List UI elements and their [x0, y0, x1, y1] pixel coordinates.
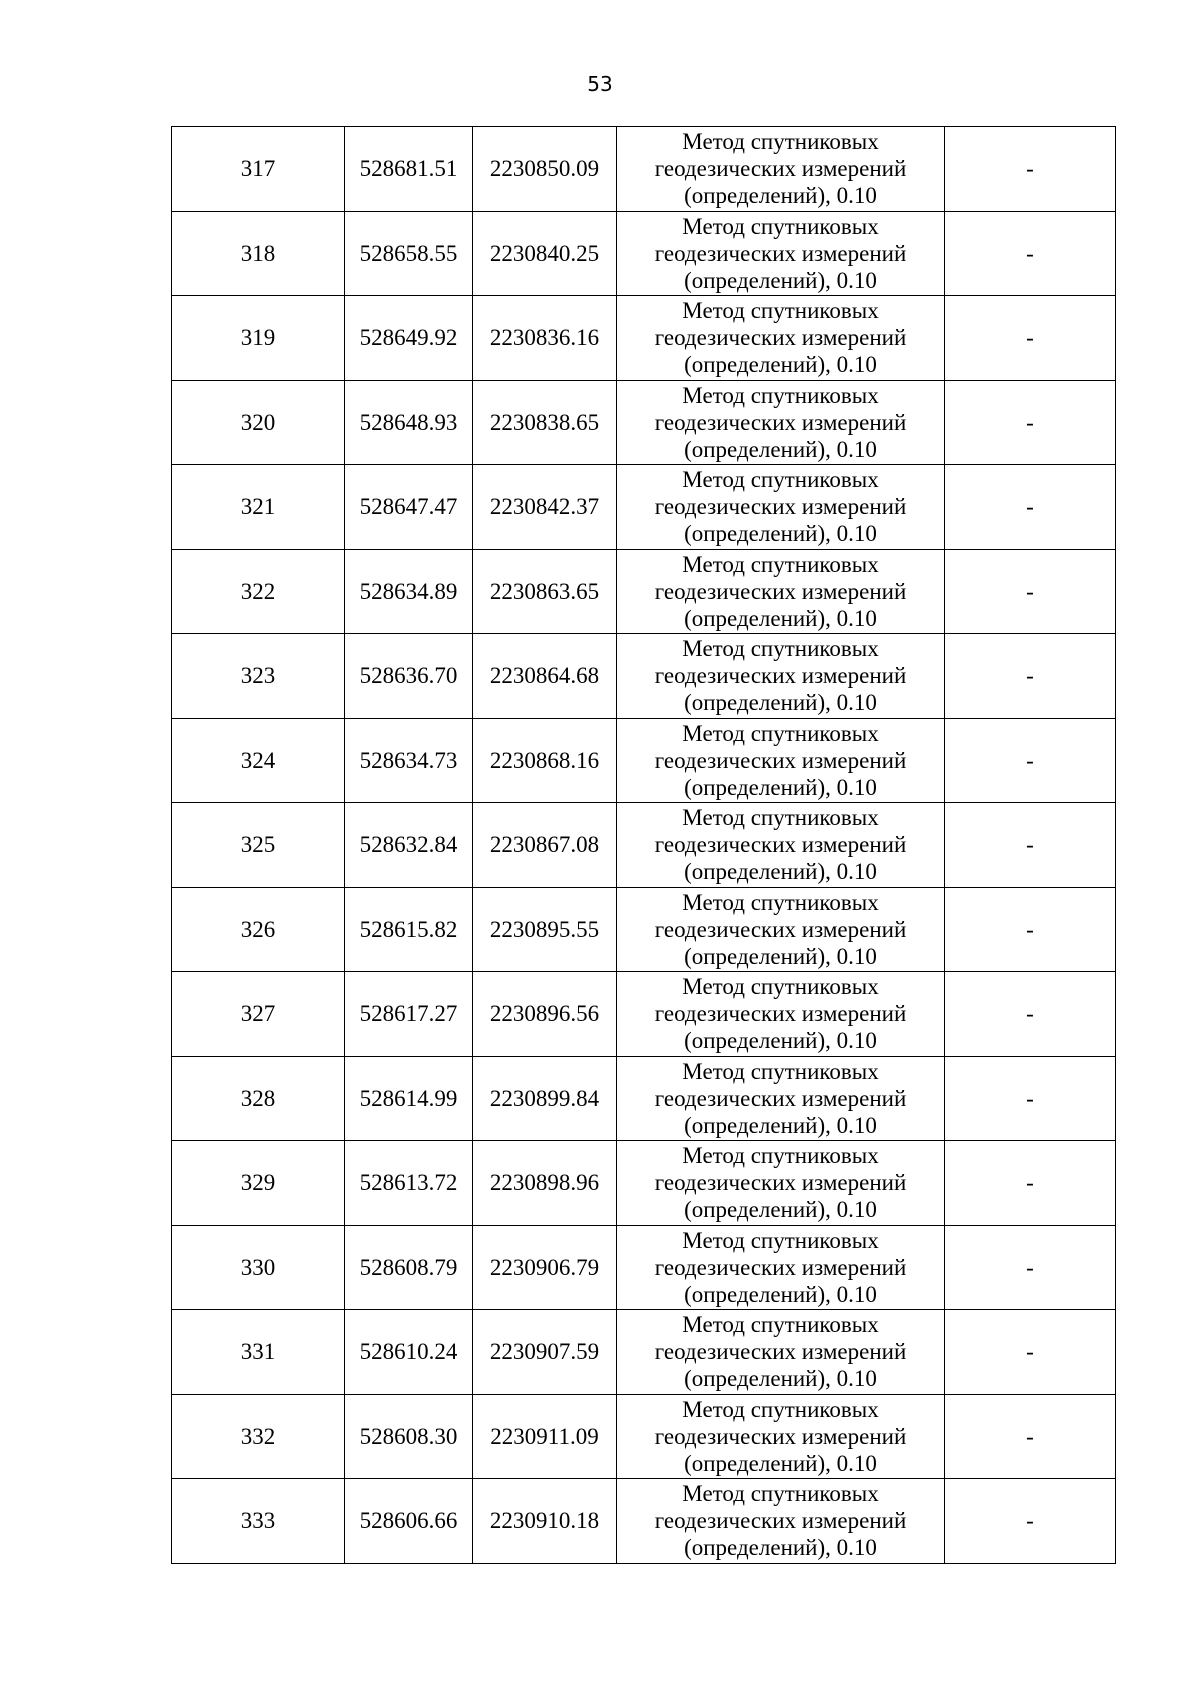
method-line: (определений), 0.10 — [684, 1028, 877, 1054]
method-line: (определений), 0.10 — [684, 267, 877, 293]
y-coordinate-cell: 2230838.65 — [473, 380, 617, 465]
method-cell — [617, 465, 945, 550]
x-coordinate-cell: 528658.55 — [345, 211, 473, 296]
table-row — [172, 1056, 1116, 1141]
y-coordinate-cell: 2230868.16 — [473, 718, 617, 803]
point-number-cell: 331 — [172, 1310, 345, 1395]
point-number-cell: 329 — [172, 1141, 345, 1226]
table-row — [172, 718, 1116, 803]
table-row — [172, 296, 1116, 381]
note-cell: - — [945, 127, 1116, 212]
note-cell: - — [945, 887, 1116, 972]
x-coordinate-cell: 528613.72 — [345, 1141, 473, 1226]
method-line: Метод спутниковых — [682, 974, 879, 1000]
method-cell — [617, 887, 945, 972]
note-cell: - — [945, 1479, 1116, 1564]
table-row — [172, 1225, 1116, 1310]
method-line: геодезических измерений — [654, 1085, 907, 1111]
point-number-cell: 320 — [172, 380, 345, 465]
note-cell: - — [945, 1310, 1116, 1395]
y-coordinate-cell: 2230867.08 — [473, 803, 617, 888]
method-line: геодезических измерений — [654, 1170, 907, 1196]
method-cell — [617, 1479, 945, 1564]
x-coordinate-cell: 528608.30 — [345, 1394, 473, 1479]
point-number-cell: 321 — [172, 465, 345, 550]
note-cell: - — [945, 718, 1116, 803]
method-cell — [617, 211, 945, 296]
method-line: (определений), 0.10 — [684, 774, 877, 800]
method-line: геодезических измерений — [654, 409, 907, 435]
y-coordinate-cell: 2230898.96 — [473, 1141, 617, 1226]
method-line: Метод спутниковых — [682, 1481, 879, 1507]
method-line: геодезических измерений — [654, 156, 907, 182]
y-coordinate-cell: 2230911.09 — [473, 1394, 617, 1479]
method-line: (определений), 0.10 — [684, 1281, 877, 1307]
table-row — [172, 887, 1116, 972]
method-line: Метод спутниковых — [682, 551, 879, 577]
note-cell: - — [945, 549, 1116, 634]
method-cell — [617, 296, 945, 381]
method-cell — [617, 380, 945, 465]
method-line: (определений), 0.10 — [684, 352, 877, 378]
point-number-cell: 323 — [172, 634, 345, 719]
y-coordinate-cell: 2230910.18 — [473, 1479, 617, 1564]
table-row — [172, 465, 1116, 550]
point-number-cell: 332 — [172, 1394, 345, 1479]
table-row — [172, 1310, 1116, 1395]
y-coordinate-cell: 2230896.56 — [473, 972, 617, 1057]
method-cell — [617, 1141, 945, 1226]
table-row — [172, 1479, 1116, 1564]
note-cell: - — [945, 211, 1116, 296]
y-coordinate-cell: 2230842.37 — [473, 465, 617, 550]
method-line: (определений), 0.10 — [684, 1366, 877, 1392]
note-cell: - — [945, 465, 1116, 550]
x-coordinate-cell: 528636.70 — [345, 634, 473, 719]
method-line: Метод спутниковых — [682, 382, 879, 408]
method-line: Метод спутниковых — [682, 129, 879, 155]
method-line: геодезических измерений — [654, 1339, 907, 1365]
method-line: (определений), 0.10 — [684, 183, 877, 209]
x-coordinate-cell: 528610.24 — [345, 1310, 473, 1395]
point-number-cell: 326 — [172, 887, 345, 972]
method-line: Метод спутниковых — [682, 636, 879, 662]
point-number-cell: 324 — [172, 718, 345, 803]
method-cell — [617, 1056, 945, 1141]
note-cell: - — [945, 1141, 1116, 1226]
method-line: Метод спутниковых — [682, 1143, 879, 1169]
method-line: Метод спутниковых — [682, 720, 879, 746]
method-line: (определений), 0.10 — [684, 690, 877, 716]
method-cell — [617, 972, 945, 1057]
method-line: геодезических измерений — [654, 1508, 907, 1534]
method-line: Метод спутниковых — [682, 1058, 879, 1084]
point-number-cell: 328 — [172, 1056, 345, 1141]
method-line: геодезических измерений — [654, 747, 907, 773]
method-cell — [617, 1225, 945, 1310]
x-coordinate-cell: 528608.79 — [345, 1225, 473, 1310]
table-row — [172, 972, 1116, 1057]
y-coordinate-cell: 2230850.09 — [473, 127, 617, 212]
x-coordinate-cell: 528648.93 — [345, 380, 473, 465]
y-coordinate-cell: 2230863.65 — [473, 549, 617, 634]
table-row — [172, 127, 1116, 212]
method-line: геодезических измерений — [654, 916, 907, 942]
method-line: (определений), 0.10 — [684, 943, 877, 969]
y-coordinate-cell: 2230907.59 — [473, 1310, 617, 1395]
y-coordinate-cell: 2230895.55 — [473, 887, 617, 972]
x-coordinate-cell: 528634.73 — [345, 718, 473, 803]
coordinates-table — [171, 126, 1116, 1564]
point-number-cell: 333 — [172, 1479, 345, 1564]
note-cell: - — [945, 1225, 1116, 1310]
method-line: Метод спутниковых — [682, 1227, 879, 1253]
table-row — [172, 380, 1116, 465]
y-coordinate-cell: 2230836.16 — [473, 296, 617, 381]
page-number: 53 — [587, 72, 613, 96]
method-line: Метод спутниковых — [682, 298, 879, 324]
note-cell: - — [945, 380, 1116, 465]
method-line: геодезических измерений — [654, 325, 907, 351]
y-coordinate-cell: 2230899.84 — [473, 1056, 617, 1141]
x-coordinate-cell: 528634.89 — [345, 549, 473, 634]
point-number-cell: 327 — [172, 972, 345, 1057]
method-line: (определений), 0.10 — [684, 1535, 877, 1561]
table-row — [172, 1394, 1116, 1479]
method-line: Метод спутниковых — [682, 213, 879, 239]
note-cell: - — [945, 1394, 1116, 1479]
point-number-cell: 318 — [172, 211, 345, 296]
note-cell: - — [945, 972, 1116, 1057]
method-line: геодезических измерений — [654, 1254, 907, 1280]
x-coordinate-cell: 528681.51 — [345, 127, 473, 212]
method-line: (определений), 0.10 — [684, 436, 877, 462]
method-line: (определений), 0.10 — [684, 605, 877, 631]
method-line: геодезических измерений — [654, 1423, 907, 1449]
x-coordinate-cell: 528647.47 — [345, 465, 473, 550]
y-coordinate-cell: 2230906.79 — [473, 1225, 617, 1310]
x-coordinate-cell: 528617.27 — [345, 972, 473, 1057]
method-line: Метод спутниковых — [682, 1396, 879, 1422]
method-cell — [617, 1394, 945, 1479]
method-line: (определений), 0.10 — [684, 1197, 877, 1223]
method-line: геодезических измерений — [654, 663, 907, 689]
note-cell: - — [945, 803, 1116, 888]
method-line: Метод спутниковых — [682, 1312, 879, 1338]
method-cell — [617, 549, 945, 634]
method-line: (определений), 0.10 — [684, 521, 877, 547]
table-row — [172, 211, 1116, 296]
table-row — [172, 634, 1116, 719]
y-coordinate-cell: 2230864.68 — [473, 634, 617, 719]
method-line: Метод спутниковых — [682, 467, 879, 493]
method-line: геодезических измерений — [654, 240, 907, 266]
method-cell — [617, 634, 945, 719]
method-cell — [617, 718, 945, 803]
y-coordinate-cell: 2230840.25 — [473, 211, 617, 296]
point-number-cell: 322 — [172, 549, 345, 634]
note-cell: - — [945, 296, 1116, 381]
method-cell — [617, 803, 945, 888]
coordinates-table-body — [172, 127, 1116, 1564]
method-line: геодезических измерений — [654, 1001, 907, 1027]
method-line: геодезических измерений — [654, 578, 907, 604]
method-line: Метод спутниковых — [682, 805, 879, 831]
point-number-cell: 325 — [172, 803, 345, 888]
x-coordinate-cell: 528649.92 — [345, 296, 473, 381]
table-row — [172, 1141, 1116, 1226]
x-coordinate-cell: 528606.66 — [345, 1479, 473, 1564]
x-coordinate-cell: 528614.99 — [345, 1056, 473, 1141]
x-coordinate-cell: 528615.82 — [345, 887, 473, 972]
point-number-cell: 319 — [172, 296, 345, 381]
point-number-cell: 317 — [172, 127, 345, 212]
method-line: геодезических измерений — [654, 494, 907, 520]
note-cell: - — [945, 1056, 1116, 1141]
table-row — [172, 803, 1116, 888]
method-cell — [617, 127, 945, 212]
method-line: (определений), 0.10 — [684, 859, 877, 885]
method-line: геодезических измерений — [654, 832, 907, 858]
point-number-cell: 330 — [172, 1225, 345, 1310]
x-coordinate-cell: 528632.84 — [345, 803, 473, 888]
note-cell: - — [945, 634, 1116, 719]
method-line: (определений), 0.10 — [684, 1112, 877, 1138]
method-line: (определений), 0.10 — [684, 1450, 877, 1476]
method-cell — [617, 1310, 945, 1395]
table-row — [172, 549, 1116, 634]
method-line: Метод спутниковых — [682, 889, 879, 915]
